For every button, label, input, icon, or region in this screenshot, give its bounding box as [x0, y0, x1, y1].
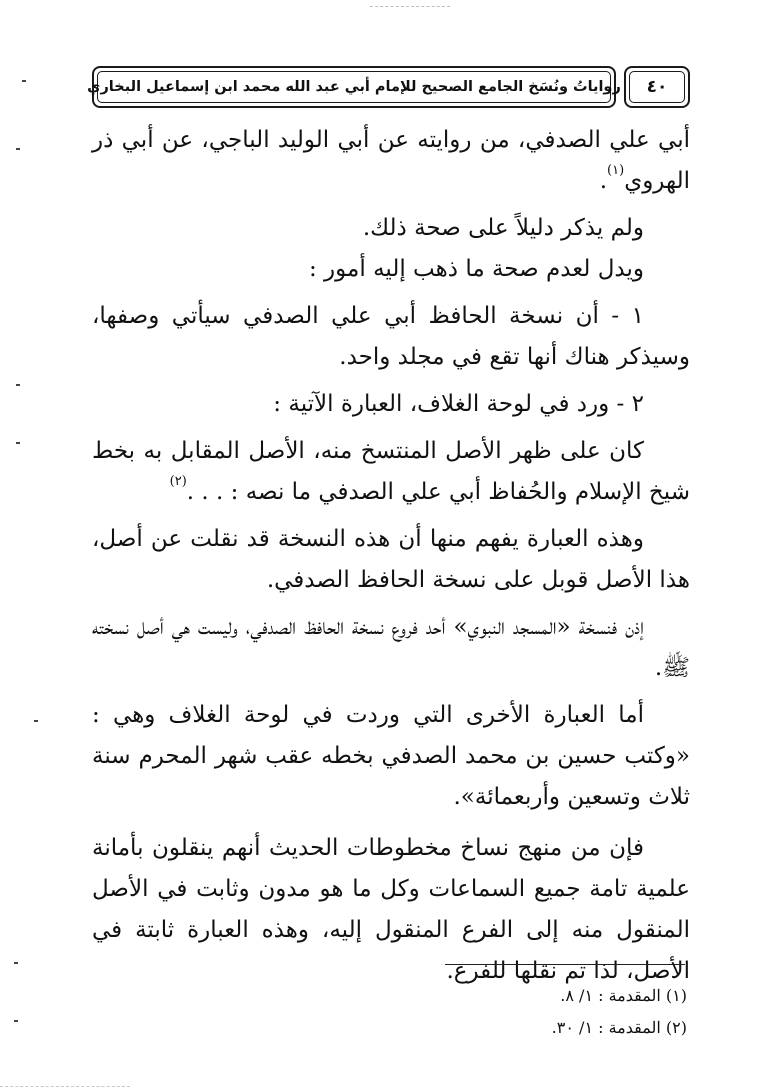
footnote-number: (١) — [665, 986, 687, 1005]
scan-edge-line — [370, 6, 450, 7]
footnote — [300, 1012, 687, 1044]
footnote — [300, 980, 687, 1012]
margin-dot — [16, 442, 20, 444]
paragraph: أما العبارة الأخرى التي وردت في لوحة الغلاف وهي : «وكتب حسين بن محمد الصدفي بخطه عقب شهر المحرم سنة ثلاث وتسعين وأربعمائة». — [92, 702, 690, 810]
margin-dot — [22, 80, 26, 82]
page-number-frame — [624, 66, 690, 108]
footnote-reference: (٢) — [169, 474, 187, 489]
paragraph-text: أبي علي الصدفي، من روايته عن أبي الوليد الباجي، عن أبي ذر الهروي — [92, 127, 690, 194]
footnote-text: المقدمة : ١/ ٣٠. — [551, 1018, 661, 1037]
paragraph — [92, 120, 690, 202]
margin-dot — [16, 384, 20, 386]
page-number: ٤٠ — [646, 77, 668, 97]
paragraph — [92, 431, 690, 513]
header-title: رواياتُ ونُسَخ الجامع الصحيح للإمام أبي عبد الله محمد ابن إسماعيل البخاري — [87, 79, 621, 95]
paragraph: ٢ - ورد في لوحة الغلاف، العبارة الآتية : — [273, 391, 644, 417]
footnote-reference: (١) — [607, 163, 625, 178]
margin-dot — [16, 148, 20, 150]
scan-edge-line — [0, 1086, 130, 1087]
header-title-frame — [87, 66, 621, 108]
footnote-separator — [445, 964, 685, 965]
paragraph: ولم يذكر دليلاً على صحة ذلك. — [362, 215, 644, 241]
paragraph: وهذه العبارة يفهم منها أن هذه النسخة قد نقلت عن أصل، هذا الأصل قوبل على نسخة الحافظ الصدفي. — [92, 526, 690, 593]
paragraph: إذن فنسخة «المسجد النبوي» أحد فروع نسخة الحافظ الصدفي، وليست هي أصل نسخته ﷺ. — [92, 614, 690, 681]
footnote-number: (٢) — [665, 1018, 687, 1037]
margin-dot — [34, 720, 38, 722]
paragraph-end: . — [599, 168, 608, 194]
paragraph: ويدل لعدم صحة ما ذهب إليه أمور : — [309, 256, 644, 282]
footnote-text: المقدمة : ١/ ٨. — [560, 986, 661, 1005]
paragraph: ١ - أن نسخة الحافظ أبي علي الصدفي سيأتي وصفها، وسيذكر هناك أنها تقع في مجلد واحد. — [92, 303, 690, 370]
margin-dot — [14, 962, 18, 964]
running-header — [87, 62, 690, 114]
footnotes — [300, 980, 687, 1044]
margin-dot — [14, 1020, 18, 1022]
body-text — [92, 120, 690, 992]
paragraph: فإن من منهج نساخ مخطوطات الحديث أنهم ينقلون بأمانة علمية تامة جميع السماعات وكل ما هو مدون وثابت في الأصل المنقول منه إلى الفرع المنقول إليه، وهذه العبارة ثابتة في الأصل، لذا تم نقلها للفرع. — [92, 835, 690, 984]
paragraph-text: كان على ظهر الأصل المنتسخ منه، الأصل المقابل به بخط شيخ الإسلام والحُفاظ أبي علي الصدفي ما نصه : . . . — [92, 438, 690, 505]
